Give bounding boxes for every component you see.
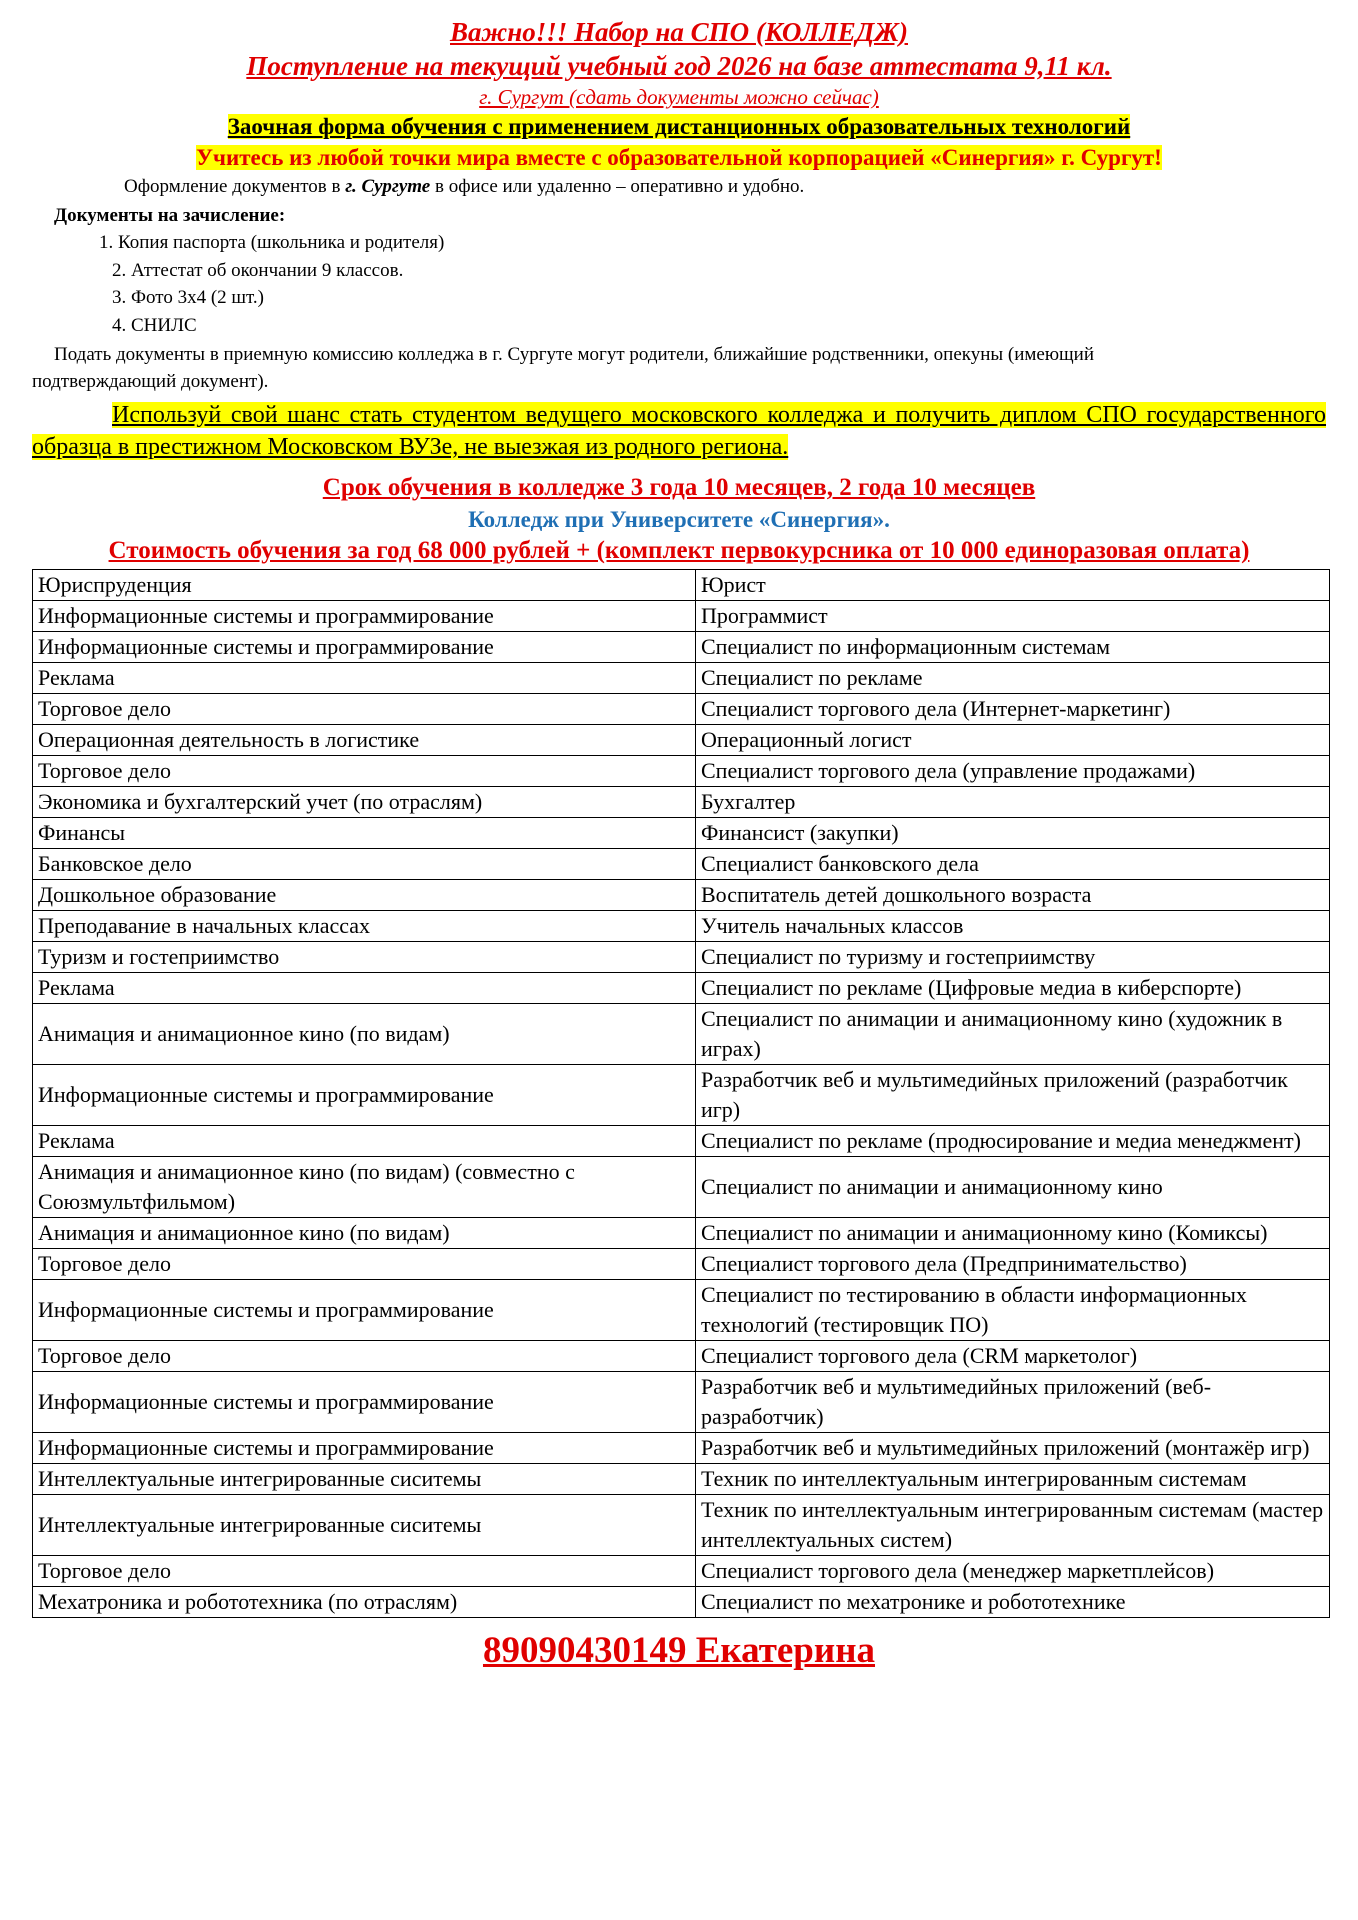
qualification-cell: Юрист [696, 570, 1330, 601]
qualification-cell: Операционный логист [696, 725, 1330, 756]
table-row [33, 1341, 1330, 1372]
specialty-cell: Мехатроника и робототехника (по отраслям) [33, 1587, 696, 1618]
header-city: г. Сургут (сдать документы можно сейчас) [479, 85, 879, 109]
table-row [33, 663, 1330, 694]
specialty-cell: Информационные системы и программирование [33, 1433, 696, 1464]
table-row [33, 1556, 1330, 1587]
qualification-cell: Техник по интеллектуальным интегрированным системам (мастер интеллектуальных систем) [696, 1495, 1330, 1556]
qualification-cell: Специалист по туризму и гостеприимству [696, 942, 1330, 973]
documents-note: Подать документы в приемную комиссию колледжа в г. Сургуте могут родители, ближайшие родственники, опекуны (имеющий подтверждающий документ). [32, 344, 1095, 392]
table-row [33, 973, 1330, 1004]
table-row [33, 1587, 1330, 1618]
specialty-cell: Финансы [33, 818, 696, 849]
qualification-cell: Техник по интеллектуальным интегрированным системам [696, 1464, 1330, 1495]
qualification-cell: Бухгалтер [696, 787, 1330, 818]
list-item: 3. Фото 3х4 (2 шт.) [112, 287, 264, 308]
specialty-cell: Дошкольное образование [33, 880, 696, 911]
qualification-cell: Специалист по мехатронике и робототехнике [696, 1587, 1330, 1618]
table-row [33, 756, 1330, 787]
qualification-cell: Разработчик веб и мультимедийных приложений (веб-разработчик) [696, 1372, 1330, 1433]
qualification-cell: Специалист по тестированию в области информационных технологий (тестировщик ПО) [696, 1280, 1330, 1341]
specialty-cell: Информационные системы и программирование [33, 601, 696, 632]
specialty-cell: Преподавание в начальных классах [33, 911, 696, 942]
qualification-cell: Воспитатель детей дошкольного возраста [696, 880, 1330, 911]
qualification-cell: Специалист по анимации и анимационному кино [696, 1157, 1330, 1218]
promo-text: Используй свой шанс стать студентом ведущего московского колледжа и получить диплом СПО государственного образца в престижном Московском ВУЗе, не выезжая из родного региона. [32, 402, 1326, 460]
specialty-cell: Реклама [33, 1126, 696, 1157]
specialty-cell: Анимация и анимационное кино (по видам) (совместно с Союзмультфильмом) [33, 1157, 696, 1218]
specialty-cell: Реклама [33, 663, 696, 694]
table-row [33, 1126, 1330, 1157]
specialty-cell: Информационные системы и программирование [33, 1065, 696, 1126]
table-row [33, 601, 1330, 632]
specialty-cell: Торговое дело [33, 1341, 696, 1372]
table-row [33, 632, 1330, 663]
college-name: Колледж при Университете «Синергия». [468, 507, 890, 532]
table-row [33, 880, 1330, 911]
specialty-cell: Юриспруденция [33, 570, 696, 601]
specialty-cell: Информационные системы и программирование [33, 1372, 696, 1433]
study-duration: Срок обучения в колледже 3 года 10 месяцев, 2 года 10 месяцев [322, 474, 1036, 501]
table-row [33, 942, 1330, 973]
table-row [33, 1280, 1330, 1341]
qualification-cell: Специалист по рекламе (Цифровые медиа в киберспорте) [696, 973, 1330, 1004]
specialty-cell: Интеллектуальные интегрированные сиситемы [33, 1495, 696, 1556]
table-row [33, 818, 1330, 849]
specialty-cell: Торговое дело [33, 1556, 696, 1587]
specialty-cell: Реклама [33, 973, 696, 1004]
qualification-cell: Учитель начальных классов [696, 911, 1330, 942]
qualification-cell: Специалист по информационным системам [696, 632, 1330, 663]
qualification-cell: Специалист по анимации и анимационному кино (Комиксы) [696, 1218, 1330, 1249]
table-row [33, 1157, 1330, 1218]
list-item: 1. Копия паспорта (школьника и родителя) [99, 232, 445, 253]
specialty-cell: Банковское дело [33, 849, 696, 880]
qualification-cell: Программист [696, 601, 1330, 632]
table-row [33, 1372, 1330, 1433]
documents-list [32, 229, 1326, 339]
table-row [33, 849, 1330, 880]
table-row [33, 1004, 1330, 1065]
programs-table [32, 569, 1330, 1618]
qualification-cell: Финансист (закупки) [696, 818, 1330, 849]
specialty-cell: Торговое дело [33, 694, 696, 725]
specialty-cell: Информационные системы и программирование [33, 1280, 696, 1341]
header-study-form: Заочная форма обучения с применением дистанционных образовательных технологий [227, 114, 1131, 139]
qualification-cell: Специалист по рекламе (продюсирование и медиа менеджмент) [696, 1126, 1330, 1157]
qualification-cell: Специалист по рекламе [696, 663, 1330, 694]
list-item: 4. СНИЛС [112, 314, 197, 336]
table-row [33, 1249, 1330, 1280]
specialty-cell: Торговое дело [33, 756, 696, 787]
table-row [33, 1464, 1330, 1495]
header-admission: Поступление на текущий учебный год 2026 на базе аттестата 9,11 кл. [246, 51, 1112, 81]
intro-text: Оформление документов в г. Сургуте в офисе или удаленно – оперативно и удобно. [124, 176, 805, 197]
specialty-cell: Информационные системы и программирование [33, 632, 696, 663]
table-row [33, 694, 1330, 725]
specialty-cell: Экономика и бухгалтерский учет (по отраслям) [33, 787, 696, 818]
qualification-cell: Специалист торгового дела (Интернет-маркетинг) [696, 694, 1330, 725]
qualification-cell: Специалист торгового дела (Предпринимательство) [696, 1249, 1330, 1280]
qualification-cell: Разработчик веб и мультимедийных приложений (разработчик игр) [696, 1065, 1330, 1126]
specialty-cell: Интеллектуальные интегрированные сиситемы [33, 1464, 696, 1495]
qualification-cell: Специалист торгового дела (управление продажами) [696, 756, 1330, 787]
table-row [33, 725, 1330, 756]
qualification-cell: Специалист торгового дела (менеджер маркетплейсов) [696, 1556, 1330, 1587]
table-row [33, 1065, 1330, 1126]
header-important: Важно!!! Набор на СПО (КОЛЛЕДЖ) [450, 17, 908, 47]
qualification-cell: Специалист по анимации и анимационному кино (художник в играх) [696, 1004, 1330, 1065]
specialty-cell: Операционная деятельность в логистике [33, 725, 696, 756]
qualification-cell: Разработчик веб и мультимедийных приложений (монтажёр игр) [696, 1433, 1330, 1464]
specialty-cell: Анимация и анимационное кино (по видам) [33, 1004, 696, 1065]
contact-phone[interactable]: 89090430149 Екатерина [482, 1630, 876, 1671]
table-row [33, 1218, 1330, 1249]
table-row [33, 787, 1330, 818]
list-item: 2. Аттестат об окончании 9 классов. [112, 259, 404, 281]
table-row [33, 911, 1330, 942]
table-row [33, 570, 1330, 601]
table-row [33, 1433, 1330, 1464]
tuition-cost: Стоимость обучения за год 68 000 рублей + (комплект первокурсника от 10 000 единоразовая оплата) [108, 537, 1250, 564]
specialty-cell: Анимация и анимационное кино (по видам) [33, 1218, 696, 1249]
specialty-cell: Торговое дело [33, 1249, 696, 1280]
header-slogan: Учитесь из любой точки мира вместе с образовательной корпорацией «Синергия» г. Сургут! [196, 145, 1162, 170]
qualification-cell: Специалист банковского дела [696, 849, 1330, 880]
documents-heading: Документы на зачисление: [54, 205, 286, 226]
specialty-cell: Туризм и гостеприимство [33, 942, 696, 973]
table-row [33, 1495, 1330, 1556]
qualification-cell: Специалист торгового дела (CRM маркетолог) [696, 1341, 1330, 1372]
